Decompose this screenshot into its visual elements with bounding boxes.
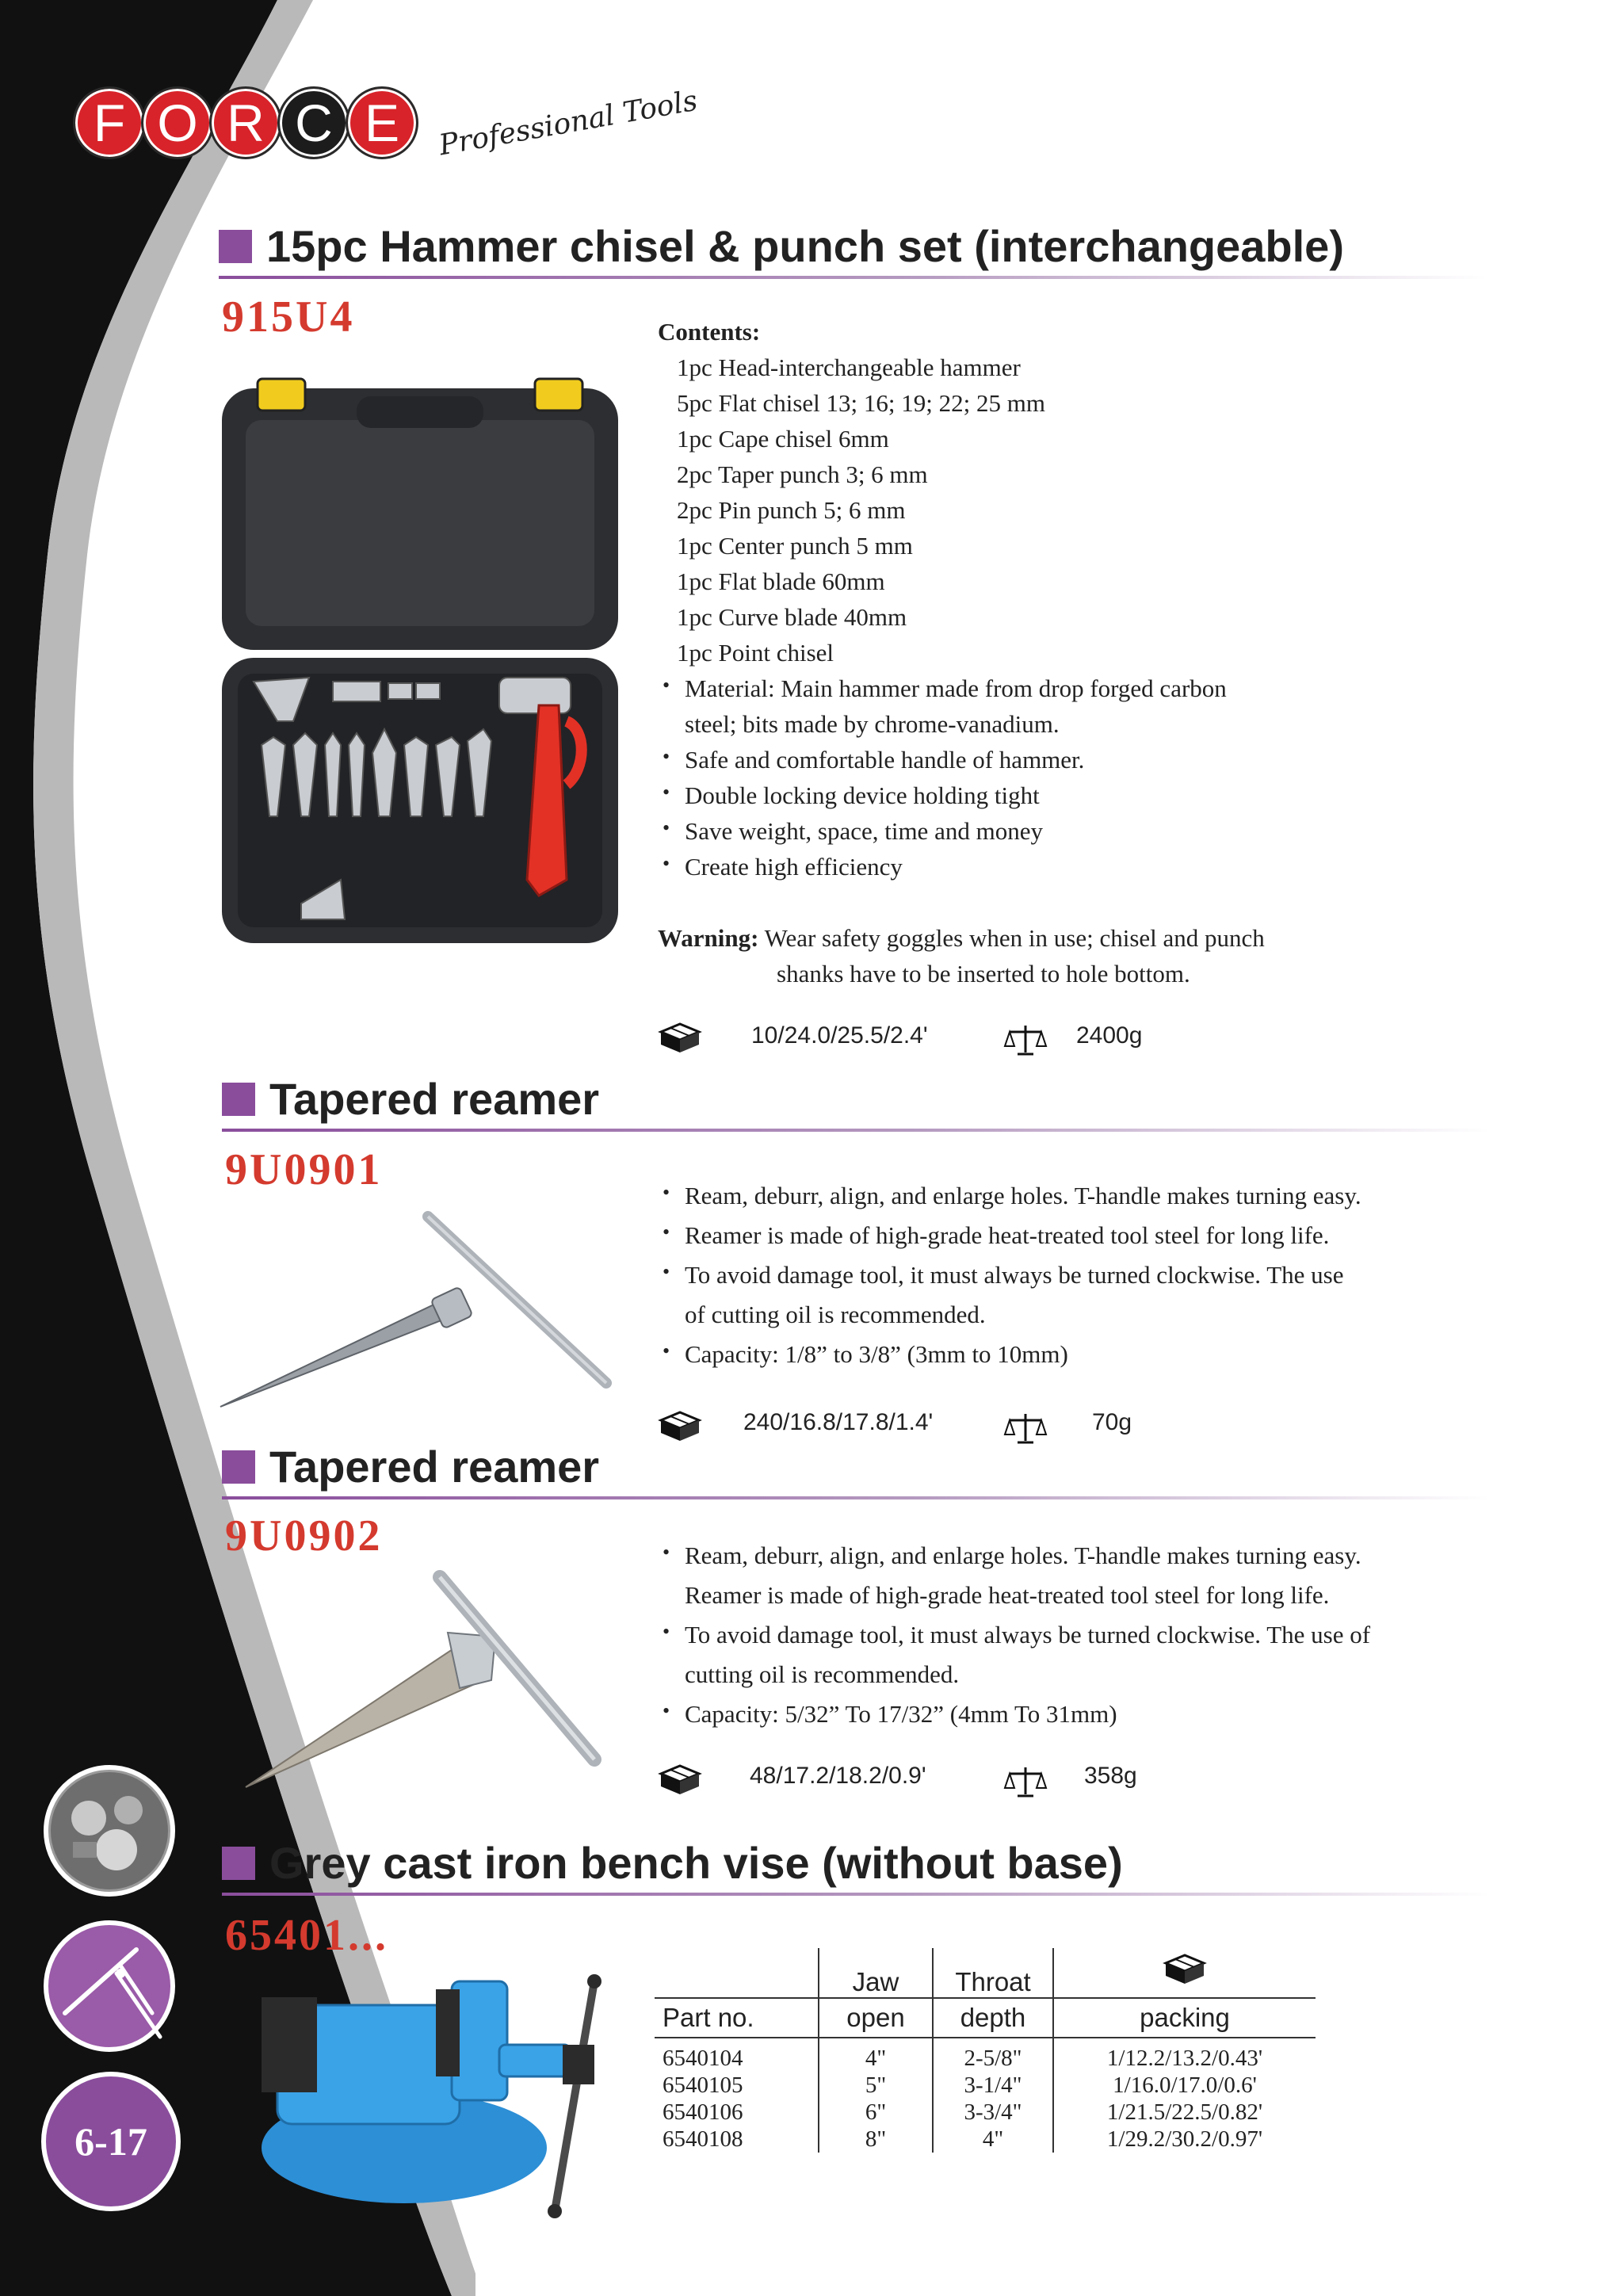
force-logo bbox=[73, 79, 699, 166]
packing-spec: 10/24.0/25.5/2.4' bbox=[751, 1022, 928, 1049]
table-header bbox=[655, 1948, 819, 1998]
logo-letter: F bbox=[73, 86, 146, 159]
section-title bbox=[222, 1837, 1123, 1889]
table-cell: 8" bbox=[819, 2126, 933, 2153]
table-cell: 6540108 bbox=[655, 2126, 819, 2153]
feature-bullet: • Save weight, space, time and money bbox=[658, 813, 1450, 849]
contents-item: 2pc Taper punch 3; 6 mm bbox=[677, 460, 928, 488]
logo-letter: R bbox=[209, 86, 282, 159]
contents-item: 1pc Cape chisel 6mm bbox=[677, 425, 889, 453]
table-header: Jaw bbox=[819, 1948, 933, 1998]
title-square-icon bbox=[222, 1847, 255, 1880]
table-cell: 5" bbox=[819, 2072, 933, 2099]
table-row bbox=[655, 2099, 1316, 2126]
feature-bullet: • Reamer is made of high-grade heat-treated tool steel for long life. bbox=[658, 1216, 1450, 1255]
features-block bbox=[658, 1176, 1450, 1374]
contents-item: 1pc Point chisel bbox=[677, 639, 834, 667]
title-rule bbox=[222, 1893, 1490, 1896]
warning-label: Warning: bbox=[658, 924, 759, 952]
title-square-icon bbox=[222, 1450, 255, 1484]
box-icon bbox=[658, 1763, 702, 1797]
section-title bbox=[222, 1073, 599, 1125]
box-icon bbox=[658, 1021, 702, 1056]
warning-text-continuation: shanks have to be inserted to hole bottom. bbox=[777, 960, 1190, 988]
contents-label: Contents: bbox=[658, 318, 761, 346]
vise-spec-table bbox=[655, 1948, 1316, 2153]
title-rule bbox=[222, 1129, 1490, 1132]
table-cell: 4" bbox=[819, 2038, 933, 2072]
feature-bullet: • Material: Main hammer made from drop forged carbon bbox=[658, 670, 1450, 706]
section-title bbox=[222, 1441, 599, 1492]
product-code: 9U0902 bbox=[225, 1511, 383, 1561]
title-square-icon bbox=[222, 1083, 255, 1116]
feature-bullet-continuation: of cutting oil is recommended. bbox=[685, 1301, 986, 1328]
table-header: Throat bbox=[933, 1948, 1053, 1998]
logo-letter: O bbox=[141, 86, 214, 159]
table-cell: 2-5/8" bbox=[933, 2038, 1053, 2072]
feature-bullet: • To avoid damage tool, it must always be turned clockwise. The use of bbox=[658, 1615, 1450, 1655]
title-rule bbox=[219, 276, 1487, 279]
product-title: Grey cast iron bench vise (without base) bbox=[269, 1838, 1123, 1888]
contents-item: 5pc Flat chisel 13; 16; 19; 22; 25 mm bbox=[677, 389, 1045, 417]
contents-item: 1pc Curve blade 40mm bbox=[677, 603, 907, 631]
engine-category-icon bbox=[41, 1763, 184, 1905]
packing-spec: 240/16.8/17.8/1.4' bbox=[743, 1409, 934, 1435]
product-code: 9U0901 bbox=[225, 1145, 383, 1194]
feature-bullet-continuation: steel; bits made by chrome-vanadium. bbox=[685, 710, 1060, 738]
table-header: depth bbox=[933, 1998, 1053, 2038]
toolbox-image bbox=[214, 372, 626, 975]
table-cell: 1/12.2/13.2/0.43' bbox=[1106, 2046, 1263, 2071]
feature-bullet: • Capacity: 5/32” To 17/32” (4mm To 31mm) bbox=[658, 1694, 1450, 1734]
scale-icon bbox=[1003, 1022, 1048, 1057]
weight-spec: 70g bbox=[1092, 1409, 1132, 1435]
contents-item: 1pc Center punch 5 mm bbox=[677, 532, 913, 560]
table-cell: 6540105 bbox=[655, 2072, 819, 2099]
contents-item: 2pc Pin punch 5; 6 mm bbox=[677, 496, 906, 524]
feature-bullet: • Ream, deburr, align, and enlarge holes. T-handle makes turning easy. bbox=[658, 1536, 1450, 1576]
pliers-category-icon bbox=[41, 1918, 184, 2061]
table-header-packing bbox=[1053, 1948, 1316, 1998]
box-icon bbox=[658, 1409, 702, 1444]
bench-vise-image bbox=[246, 1950, 642, 2235]
scale-icon bbox=[1003, 1764, 1048, 1799]
feature-bullet: • Safe and comfortable handle of hammer. bbox=[658, 742, 1450, 777]
title-rule bbox=[222, 1496, 1490, 1499]
reamer-image bbox=[222, 1561, 634, 1799]
product-code: 915U4 bbox=[222, 292, 355, 342]
logo-letter: E bbox=[346, 86, 418, 159]
feature-bullet: • Create high efficiency bbox=[658, 849, 1450, 884]
table-cell: 1/29.2/30.2/0.97' bbox=[1106, 2126, 1263, 2152]
page-number-badge bbox=[41, 2072, 181, 2211]
reamer-image bbox=[206, 1205, 634, 1419]
contents-item: 1pc Flat blade 60mm bbox=[677, 567, 885, 595]
table-header: packing bbox=[1140, 2003, 1230, 2032]
table-cell: 3-3/4" bbox=[933, 2099, 1053, 2126]
box-icon bbox=[1163, 1952, 1207, 1987]
feature-bullet: • To avoid damage tool, it must always be turned clockwise. The use bbox=[658, 1255, 1450, 1295]
table-cell: 1/21.5/22.5/0.82' bbox=[1106, 2099, 1263, 2125]
vise-spec-table-wrap bbox=[655, 1948, 1316, 2153]
features-block bbox=[658, 1536, 1450, 1734]
feature-bullet-continuation: cutting oil is recommended. bbox=[685, 1660, 960, 1688]
logo-tagline: Professional Tools bbox=[436, 84, 701, 162]
table-cell: 4" bbox=[933, 2126, 1053, 2153]
table-header: Part no. bbox=[655, 1998, 819, 2038]
product-title: Tapered reamer bbox=[269, 1074, 600, 1124]
table-row bbox=[655, 2072, 1316, 2099]
section-title bbox=[219, 220, 1344, 272]
table-cell: 3-1/4" bbox=[933, 2072, 1053, 2099]
title-square-icon bbox=[219, 230, 252, 263]
warning-text: Wear safety goggles when in use; chisel and punch bbox=[764, 924, 1265, 952]
contents-block bbox=[658, 314, 1450, 991]
feature-bullet: • Ream, deburr, align, and enlarge holes. T-handle makes turning easy. bbox=[658, 1176, 1450, 1216]
table-cell: 1/16.0/17.0/0.6' bbox=[1113, 2073, 1257, 2098]
product-title: Tapered reamer bbox=[269, 1442, 600, 1492]
table-cell: 6540104 bbox=[655, 2038, 819, 2072]
table-row bbox=[655, 2126, 1316, 2153]
product-code: 65401... bbox=[225, 1911, 388, 1960]
table-header: open bbox=[819, 1998, 933, 2038]
page-number: 6-17 bbox=[74, 2119, 147, 2164]
table-cell: 6540106 bbox=[655, 2099, 819, 2126]
feature-bullet-continuation: Reamer is made of high-grade heat-treated tool steel for long life. bbox=[685, 1581, 1330, 1609]
feature-bullet: • Capacity: 1/8” to 3/8” (3mm to 10mm) bbox=[658, 1335, 1450, 1374]
contents-item: 1pc Head-interchangeable hammer bbox=[677, 353, 1021, 381]
table-cell: 6" bbox=[819, 2099, 933, 2126]
packing-spec: 48/17.2/18.2/0.9' bbox=[750, 1763, 926, 1789]
table-row bbox=[655, 2038, 1316, 2072]
feature-bullet: • Double locking device holding tight bbox=[658, 777, 1450, 813]
product-title: 15pc Hammer chisel & punch set (interchangeable) bbox=[266, 221, 1344, 271]
logo-letter: C bbox=[277, 86, 350, 159]
scale-icon bbox=[1003, 1411, 1048, 1446]
weight-spec: 2400g bbox=[1076, 1022, 1143, 1049]
weight-spec: 358g bbox=[1084, 1763, 1137, 1789]
